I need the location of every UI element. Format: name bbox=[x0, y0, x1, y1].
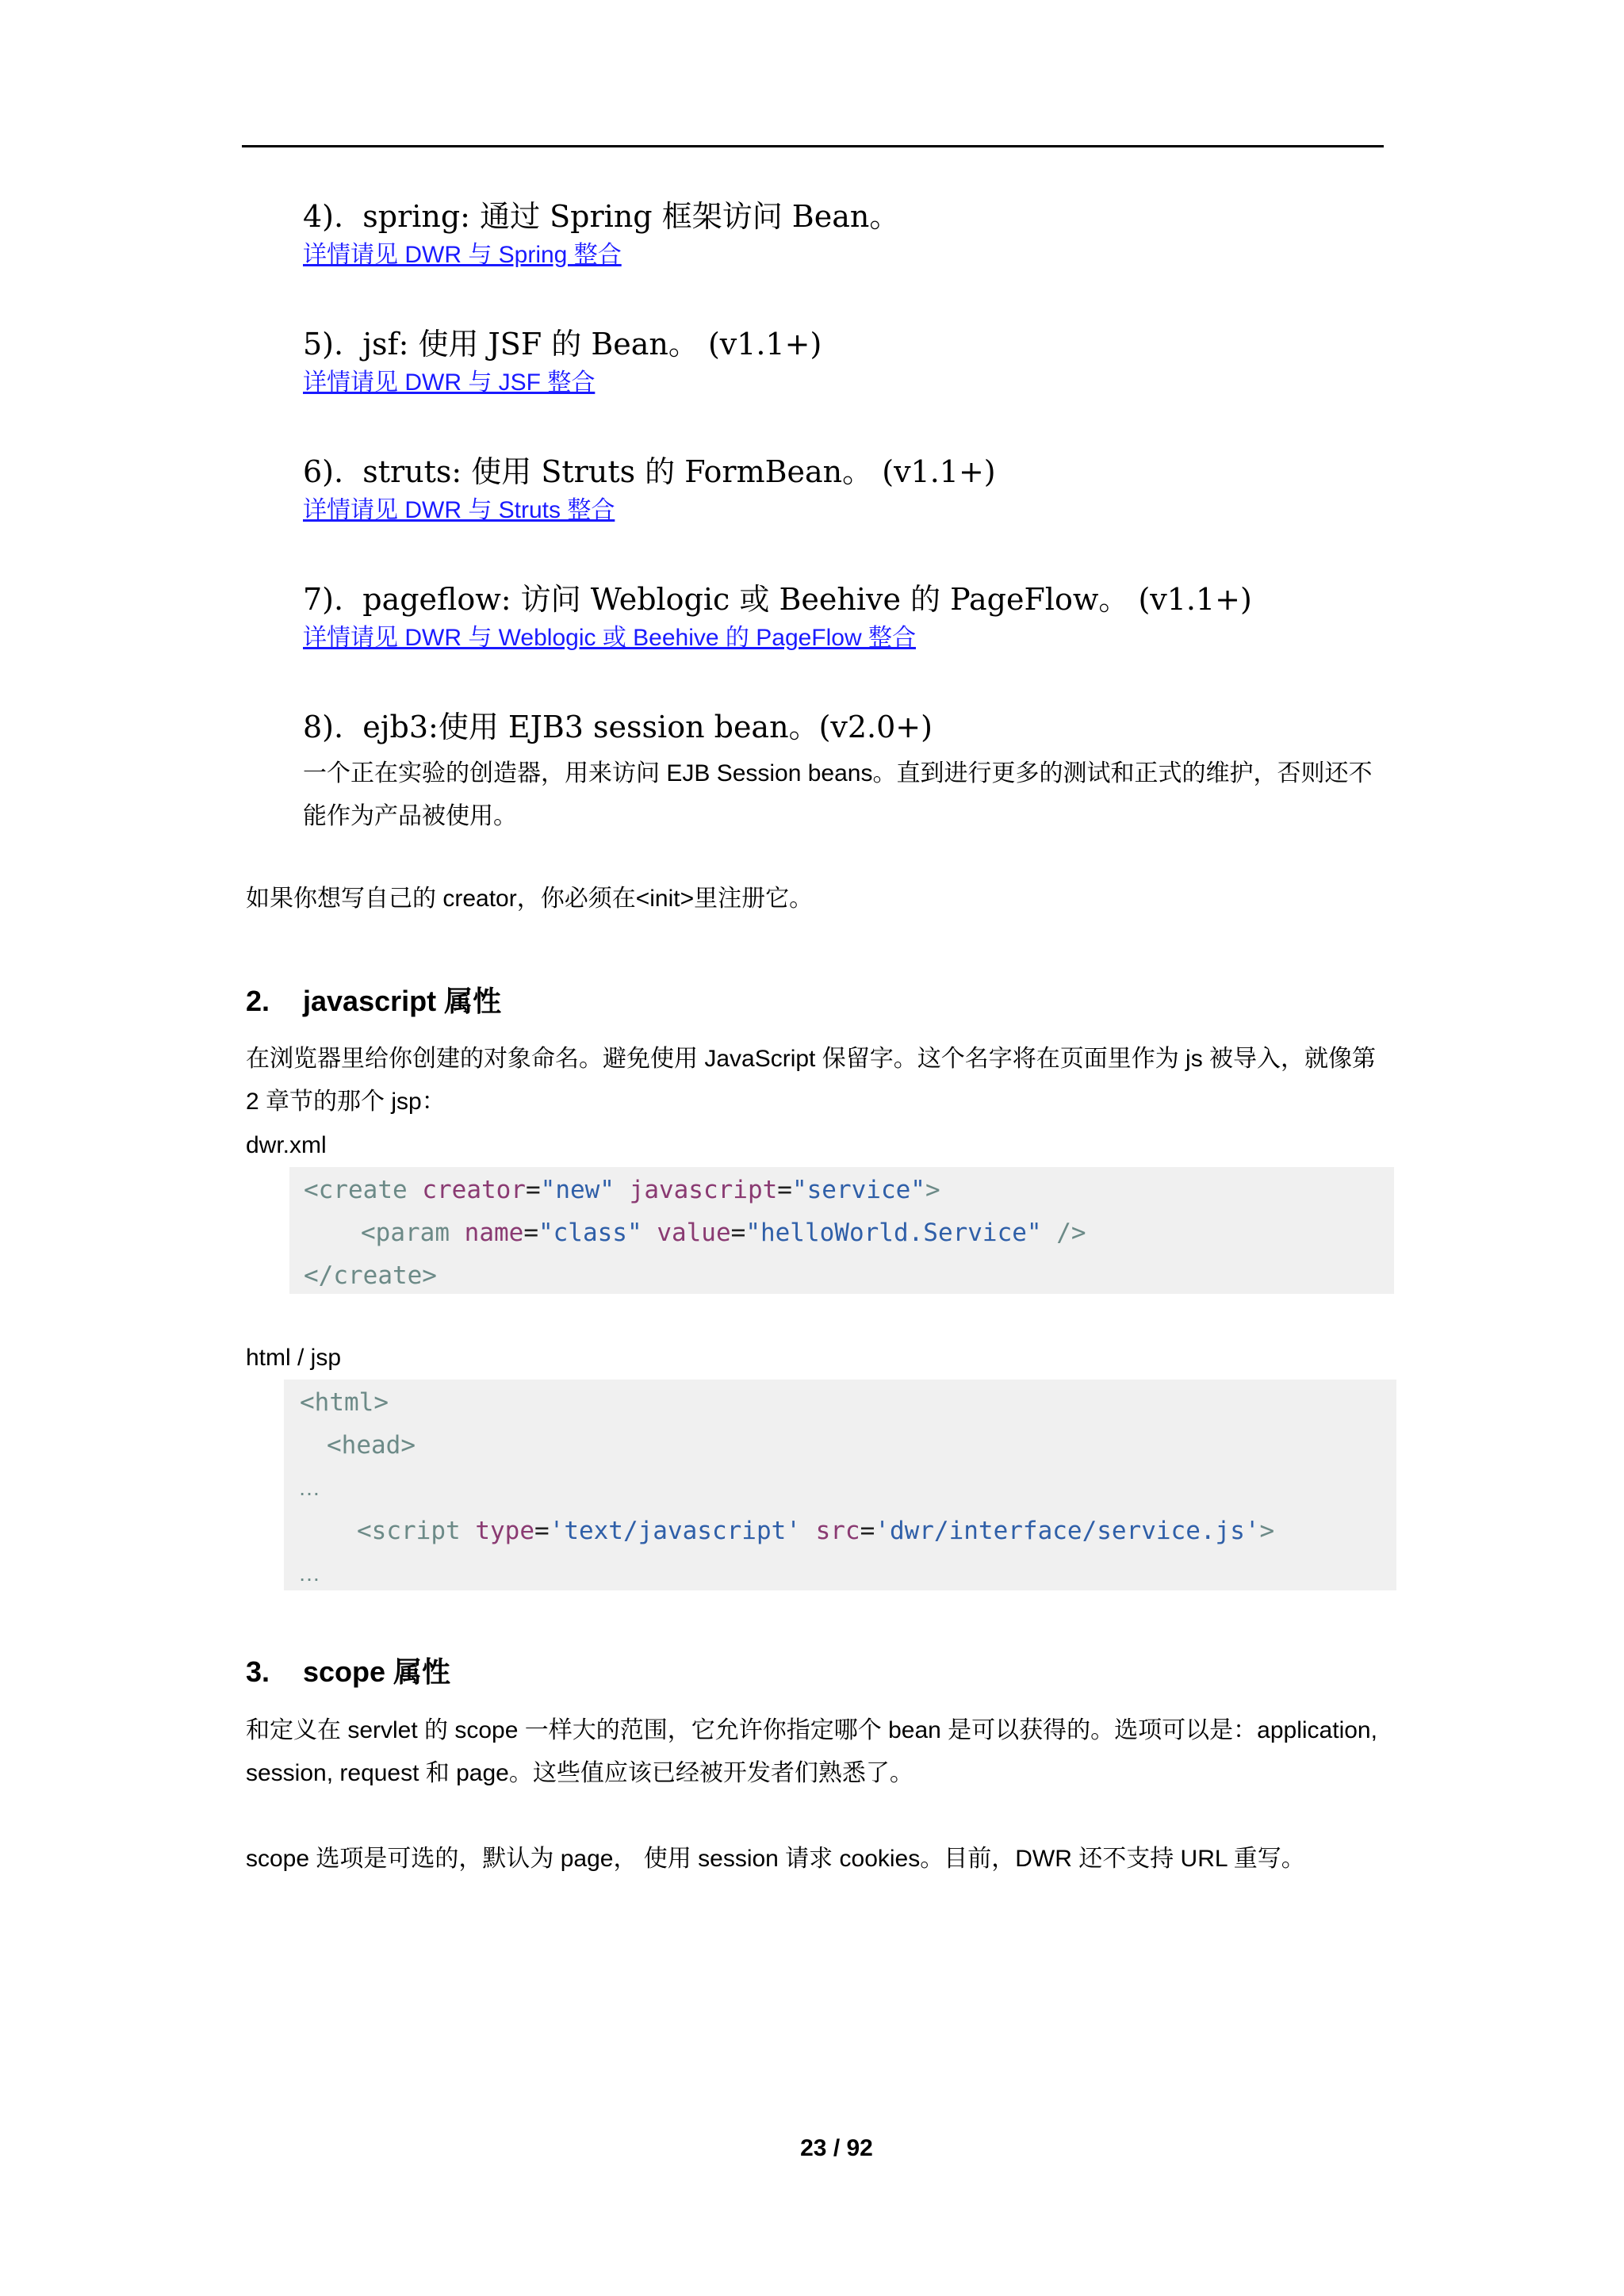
creator-heading: 7). pageflow: 访问 Weblogic 或 Beehive 的 PageFlow。 (v1.1+) bbox=[303, 582, 1252, 617]
html-jsp-code-block bbox=[284, 1380, 1396, 1590]
dwr-xml-code-block bbox=[289, 1167, 1394, 1294]
creator-item-jsf bbox=[303, 323, 822, 400]
header-rule bbox=[242, 145, 1384, 147]
code-line: <param name="class" value="helloWorld.Service" /> bbox=[361, 1219, 1086, 1247]
section-number: 3. bbox=[246, 1655, 270, 1688]
scope-description-line-2: session, request 和 page。这些值应该已经被开发者们熟悉了。 bbox=[246, 1760, 914, 1786]
creator-item-spring bbox=[303, 196, 899, 272]
scope-note: scope 选项是可选的，默认为 page， 使用 session 请求 cookies。目前，DWR 还不支持 URL 重写。 bbox=[246, 1846, 1305, 1872]
creator-heading: 6). struts: 使用 Struts 的 FormBean。 (v1.1+) bbox=[303, 454, 996, 489]
scope-description-line-1: 和定义在 servlet 的 scope 一样大的范围，它允许你指定哪个 bean 是可以获得的。选项可以是：application, bbox=[246, 1717, 1377, 1743]
detail-link-jsf[interactable]: 详情请见 DWR 与 JSF 整合 bbox=[303, 369, 596, 396]
page-separator: / bbox=[826, 2135, 847, 2161]
creator-item-ejb3 bbox=[303, 706, 1381, 838]
page-current: 23 bbox=[800, 2135, 827, 2161]
dwr-xml-label: dwr.xml bbox=[246, 1132, 327, 1158]
page-number bbox=[0, 2133, 1624, 2164]
creator-item-struts bbox=[303, 451, 996, 527]
code-line: <head> bbox=[327, 1431, 416, 1460]
code-ellipsis: … bbox=[298, 1475, 320, 1500]
section-title: javascript 属性 bbox=[303, 985, 502, 1017]
creator-item-pageflow bbox=[303, 579, 1252, 655]
detail-link-struts[interactable]: 详情请见 DWR 与 Struts 整合 bbox=[303, 497, 615, 523]
code-line: <create creator="new" javascript="service"> bbox=[304, 1176, 940, 1204]
custom-creator-note: 如果你想写自己的 creator，你必须在<init>里注册它。 bbox=[246, 886, 814, 912]
section-title: scope 属性 bbox=[303, 1655, 451, 1688]
creator-description: 一个正在实验的创造器，用来访问 EJB Session beans。直到进行更多的测试和正式的维护，否则还不能作为产品被使用。 bbox=[303, 760, 1373, 829]
code-line: </create> bbox=[304, 1261, 437, 1290]
creator-heading: 4). spring: 通过 Spring 框架访问 Bean。 bbox=[303, 199, 900, 234]
page-total: 92 bbox=[846, 2135, 873, 2161]
code-line: <script type='text/javascript' src='dwr/interface/service.js'> bbox=[357, 1517, 1275, 1545]
detail-link-spring[interactable]: 详情请见 DWR 与 Spring 整合 bbox=[303, 242, 622, 268]
section-heading-javascript bbox=[246, 982, 501, 1021]
creator-heading: 5). jsf: 使用 JSF 的 Bean。 (v1.1+) bbox=[303, 327, 822, 362]
detail-link-pageflow[interactable]: 详情请见 DWR 与 Weblogic 或 Beehive 的 PageFlow 整合 bbox=[303, 625, 916, 651]
code-line: <html> bbox=[300, 1388, 389, 1417]
creator-heading: 8). ejb3:使用 EJB3 session bean。(v2.0+) bbox=[303, 710, 933, 744]
html-jsp-label: html / jsp bbox=[246, 1345, 342, 1371]
section-heading-scope bbox=[246, 1652, 450, 1692]
javascript-description: 在浏览器里给你创建的对象命名。避免使用 JavaScript 保留字。这个名字将在页面里作为 js 被导入，就像第 2 章节的那个 jsp： bbox=[246, 1046, 1377, 1115]
section-number: 2. bbox=[246, 985, 270, 1017]
code-ellipsis: … bbox=[298, 1561, 320, 1586]
